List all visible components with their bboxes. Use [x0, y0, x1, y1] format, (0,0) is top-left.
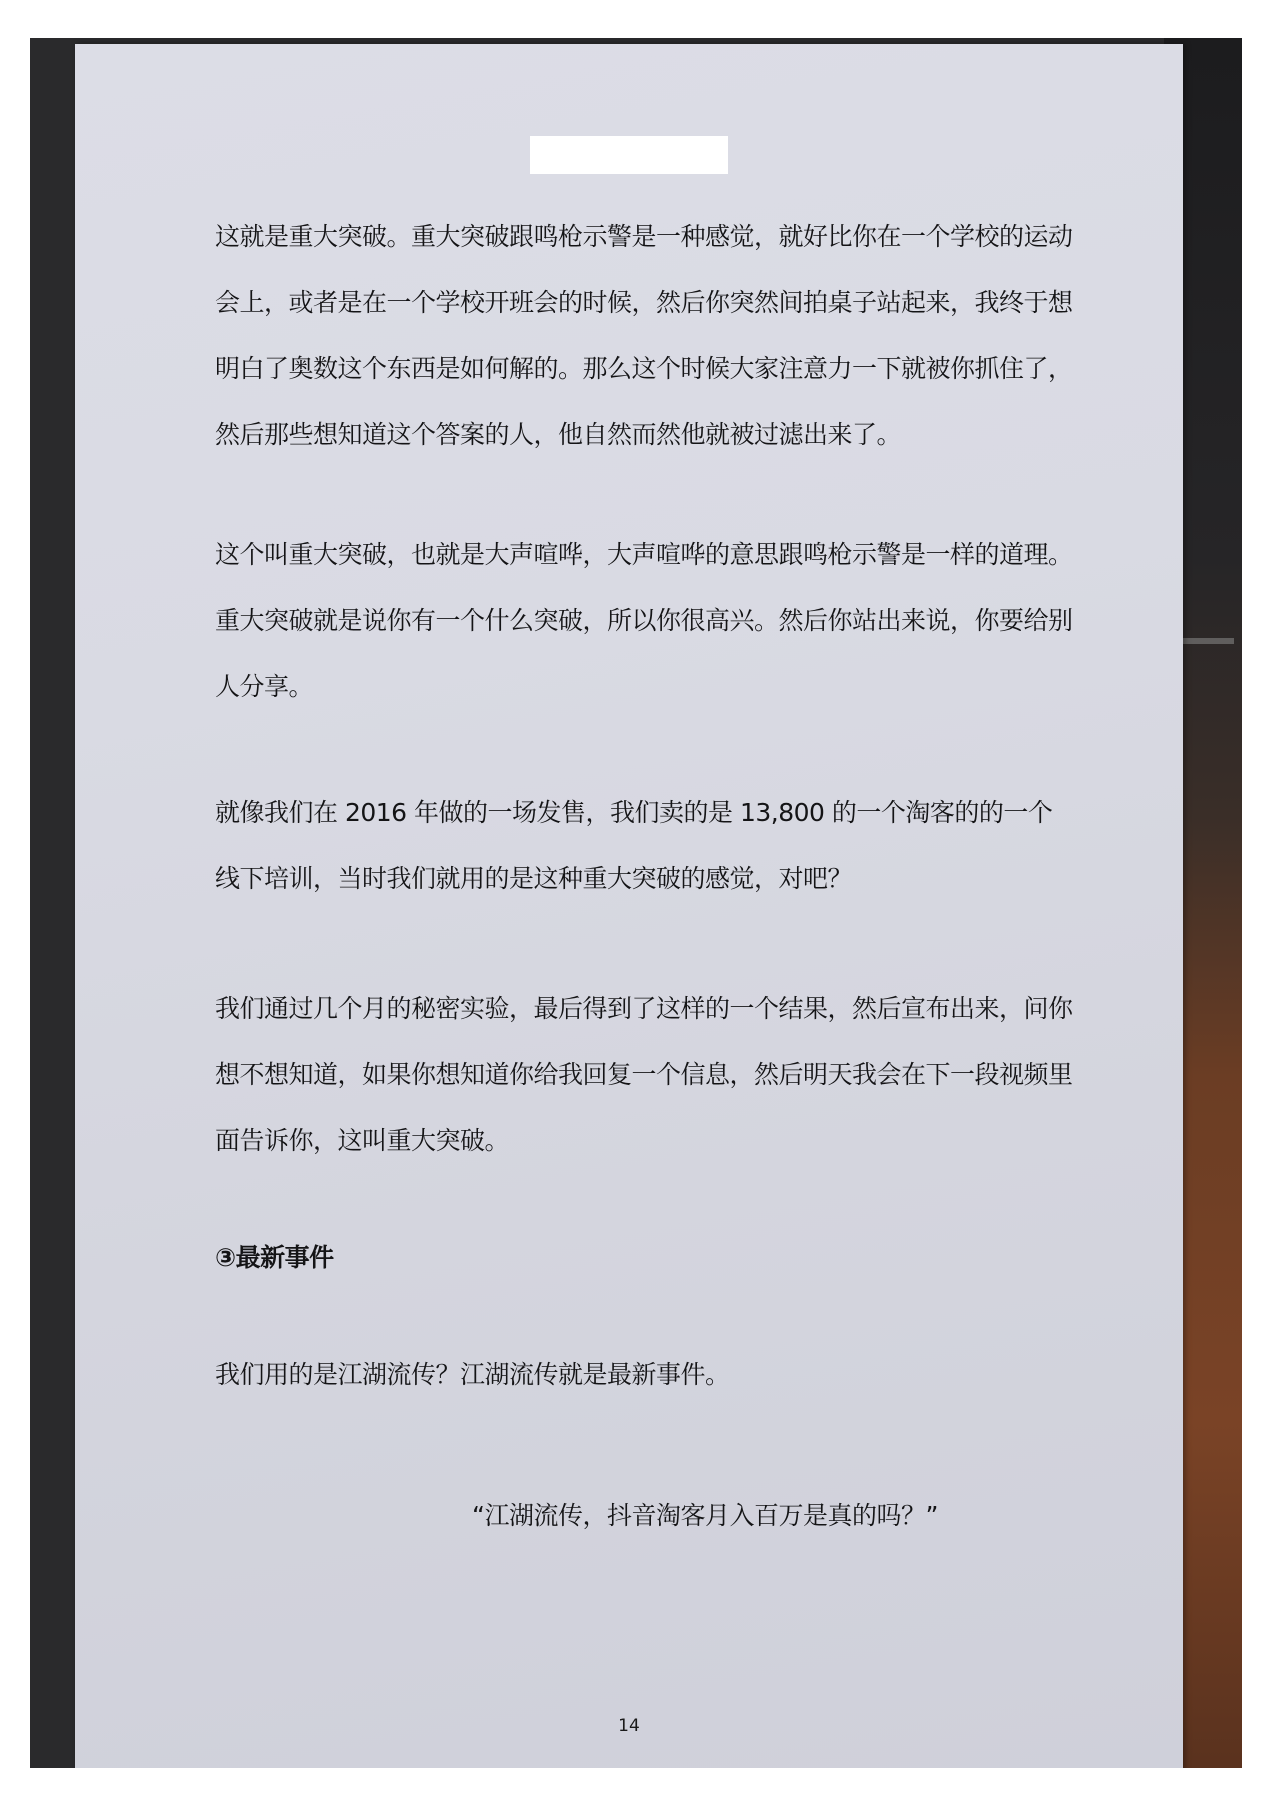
paragraph-3: 就像我们在 2016 年做的一场发售，我们卖的是 13,800 的一个淘客的的一个线下培训，当时我们就用的是这种重大突破的感觉，对吧？ — [215, 798, 1053, 893]
paragraph-2: 这个叫重大突破，也就是大声喧哗，大声喧哗的意思跟鸣枪示警是一样的道理。重大突破就是说你有一个什么突破，所以你很高兴。然后你站出来说，你要给别人分享。 — [215, 540, 1073, 701]
paragraph-4: 我们通过几个月的秘密实验，最后得到了这样的一个结果，然后宣布出来，问你想不想知道，如果你想知道你给我回复一个信息，然后明天我会在下一段视频里面告诉你，这叫重大突破。 — [215, 994, 1073, 1155]
page-number: 14 — [618, 1716, 640, 1736]
section-heading: ③最新事件 — [215, 1243, 334, 1272]
page-body — [215, 204, 1075, 1536]
section-paragraph: 我们用的是江湖流传？江湖流传就是最新事件。 — [215, 1360, 730, 1389]
redacted-header-box — [530, 136, 728, 174]
document-page — [75, 44, 1183, 1768]
surface-edge — [1174, 638, 1234, 644]
quote-line: “江湖流传，抖音淘客月入百万是真的吗？” — [472, 1501, 938, 1530]
document-photo — [30, 38, 1242, 1768]
paragraph-1: 这就是重大突破。重大突破跟鸣枪示警是一种感觉，就好比你在一个学校的运动会上，或者是在一个学校开班会的时候，然后你突然间拍桌子站起来，我终于想明白了奥数这个东西是如何解的。那么这个时候大家注意力一下就被你抓住了，然后那些想知道这个答案的人，他自然而然他就被过滤出来了。 — [215, 222, 1073, 449]
